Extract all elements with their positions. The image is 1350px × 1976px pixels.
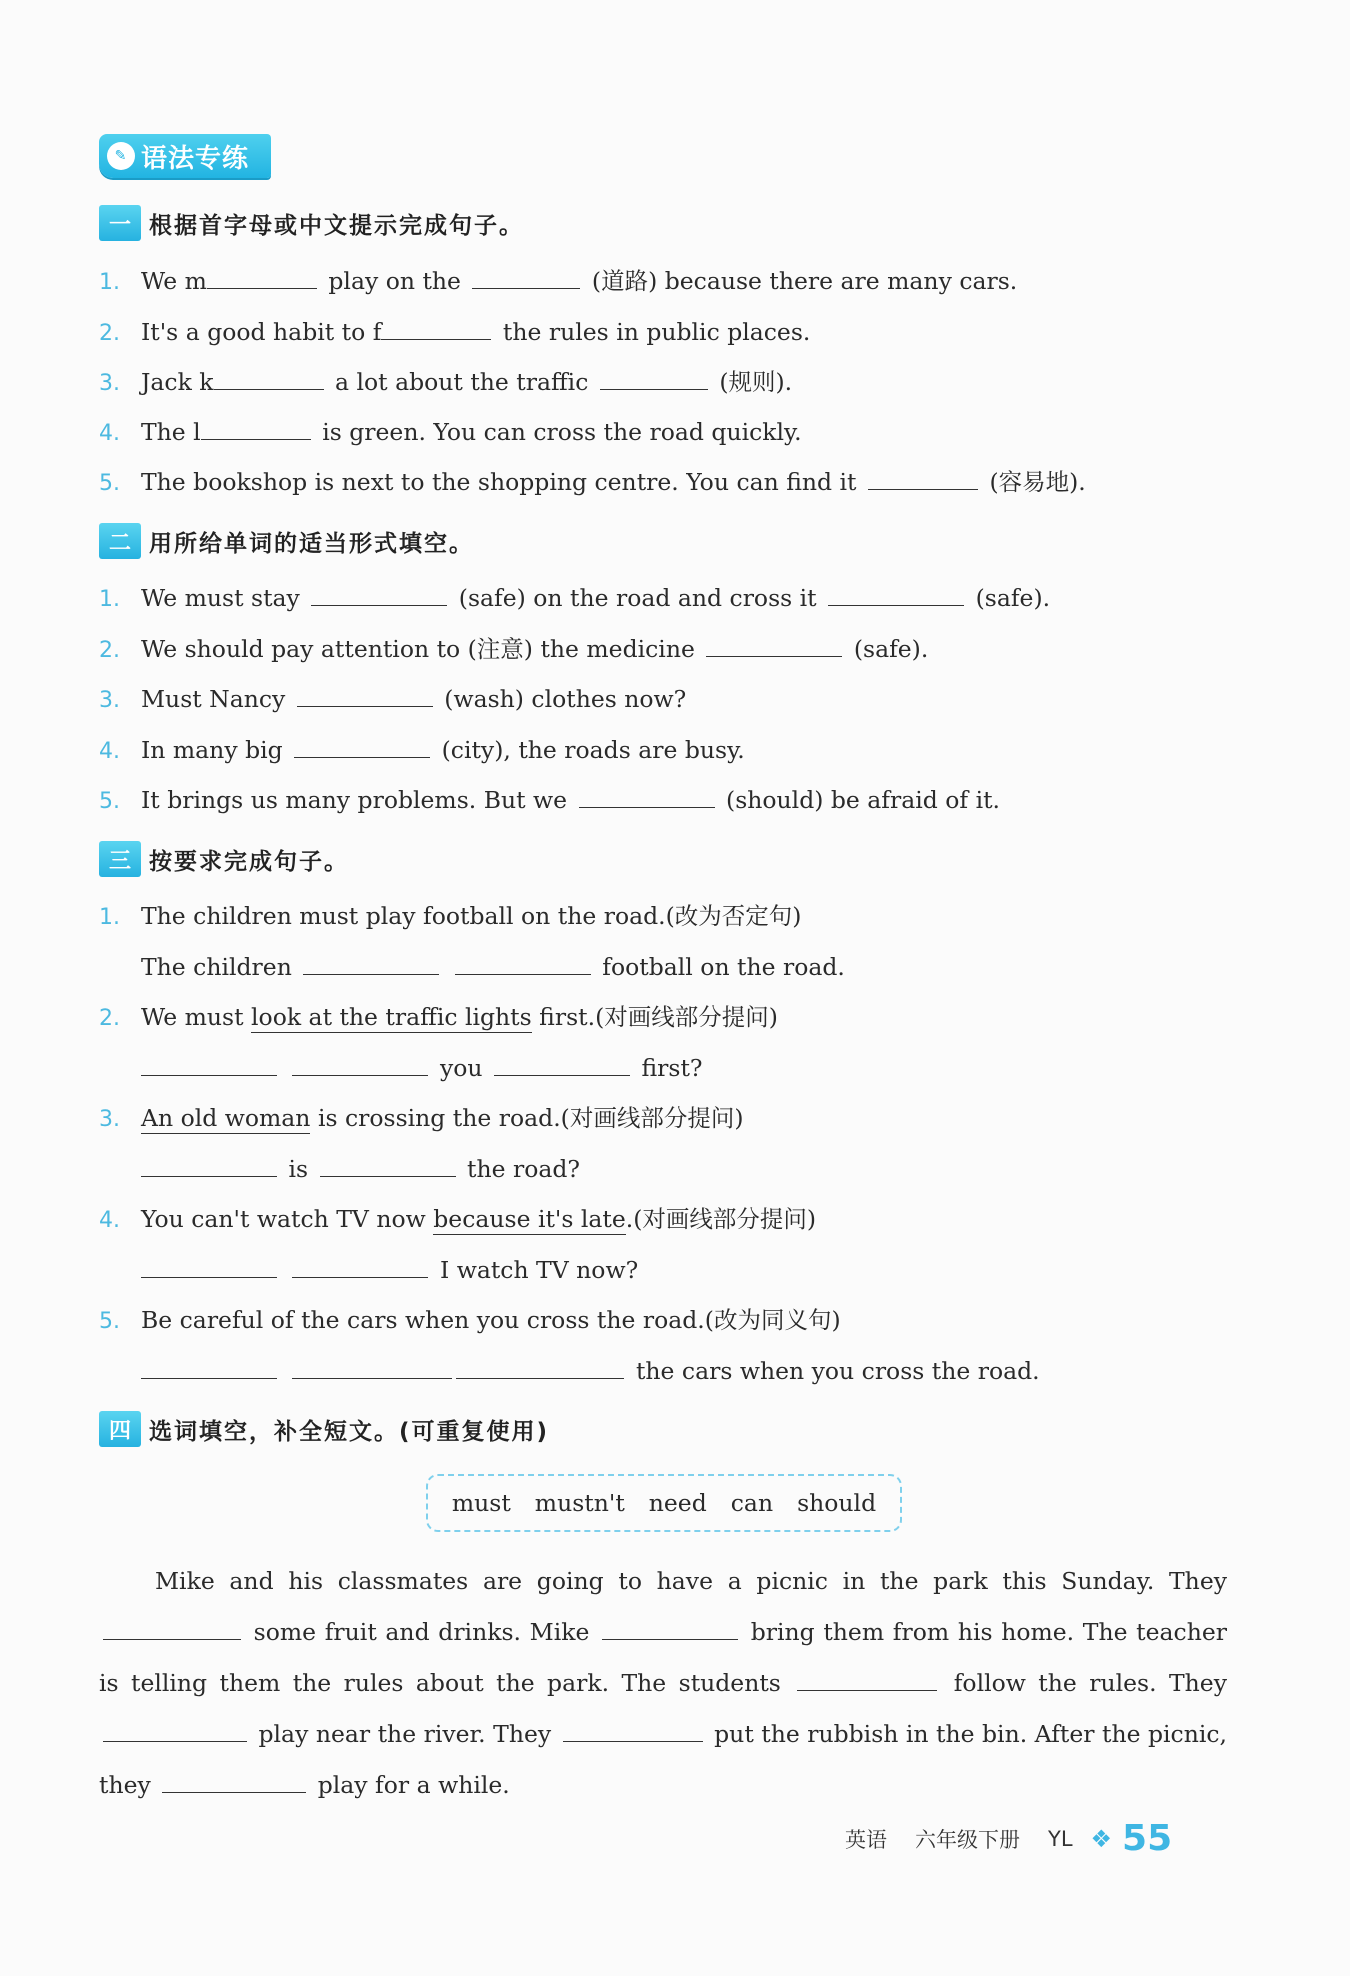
answer-blank[interactable] [292,1255,428,1278]
passage: Mike and his classmates are going to have a picnic in the park this Sunday. They some fruit and drinks. Mike bring them from his home. The teacher is telling them the rules about the park. The students follow the rules. They play near the river. They put the rubbish in the bin. After the picnic, they play for a while. [99,1567,1227,1799]
s1-item-3: 3. Jack k a lot about the traffic (规则). [99,368,793,396]
footer-grade: 六年级下册 [915,1827,1020,1852]
answer-blank[interactable] [381,317,491,340]
exercise-badge-icon: ✎ [107,142,135,170]
s1-item-2: 2. It's a good habit to f the rules in public places. [99,318,811,346]
footer-edition: YL [1048,1826,1073,1851]
section-3-header [99,840,349,878]
s3-item-2-answer: you first? [99,1053,1270,1083]
s1-item-1: 1. We m play on the (道路) because there are many cars. [99,267,1018,295]
answer-blank[interactable] [103,1719,247,1742]
answer-blank[interactable] [494,1053,630,1076]
section-1-header [99,204,524,242]
answer-blank[interactable] [141,1154,277,1177]
answer-blank[interactable] [103,1617,241,1640]
s3-item-1-answer: The children football on the road. [141,953,845,981]
s3-item-2-question: 2. We must look at the traffic lights first.(对画线部分提问) [99,1003,778,1031]
answer-blank[interactable] [303,952,439,975]
s2-item-5: 5. It brings us many problems. But we (should) be afraid of it. [99,786,1001,814]
word-bank-item: must [451,1489,511,1517]
s3-item-4-question: 4. You can't watch TV now because it's late.(对画线部分提问) [99,1205,817,1233]
answer-blank[interactable] [292,1356,452,1379]
answer-blank[interactable] [201,417,311,440]
answer-blank[interactable] [297,684,433,707]
s3-item-1-question: 1. The children must play football on the road.(改为否定句) [99,902,802,930]
s3-item-5-question: 5. Be careful of the cars when you cross the road.(改为同义句) [99,1306,841,1334]
answer-blank[interactable] [868,467,978,490]
answer-blank[interactable] [797,1668,937,1691]
answer-blank[interactable] [207,266,317,289]
section-4-title: 选词填空，补全短文。(可重复使用) [149,1418,550,1445]
diamond-icon: ❖ [1090,1824,1113,1853]
answer-blank[interactable] [214,367,324,390]
s2-item-3: 3. Must Nancy (wash) clothes now? [99,685,687,713]
s3-item-3-question: 3. An old woman is crossing the road.(对画线部分提问) [99,1104,744,1132]
answer-blank[interactable] [706,634,842,657]
section-2-title: 用所给单词的适当形式填空。 [149,530,474,557]
grammar-practice-banner [99,134,271,178]
s2-item-1: 1. We must stay (safe) on the road and cross it (safe). [99,584,1051,612]
answer-blank[interactable] [602,1617,738,1640]
answer-blank[interactable] [311,583,447,606]
answer-blank[interactable] [141,1356,277,1379]
s2-item-4: 4. In many big (city), the roads are busy. [99,736,745,764]
s3-item-5-answer: the cars when you cross the road. [99,1356,1270,1386]
answer-blank[interactable] [600,367,708,390]
answer-blank[interactable] [472,266,580,289]
s2-item-2: 2. We should pay attention to (注意) the medicine (safe). [99,635,929,663]
section-4-number: 四 [99,1411,141,1447]
underlined-phrase: An old woman [141,1104,311,1132]
word-bank-item: should [797,1489,877,1517]
answer-blank[interactable] [563,1719,703,1742]
answer-blank[interactable] [320,1154,456,1177]
section-2-header [99,522,474,560]
underlined-phrase: because it's late [433,1205,626,1233]
word-bank-item: need [648,1489,707,1517]
word-bank-item: can [730,1489,774,1517]
s1-item-4: 4. The l is green. You can cross the road quickly. [99,418,802,446]
banner-title: 语法专练 [141,143,250,174]
answer-blank[interactable] [292,1053,428,1076]
word-bank [426,1474,902,1532]
section-1-title: 根据首字母或中文提示完成句子。 [149,212,524,239]
answer-blank[interactable] [828,583,964,606]
answer-blank[interactable] [455,952,591,975]
word-bank-item: mustn't [534,1489,625,1517]
answer-blank[interactable] [294,735,430,758]
section-1-number: 一 [99,205,141,241]
page-footer [845,1818,1172,1859]
s3-item-3-answer: is the road? [99,1154,1270,1184]
section-3-number: 三 [99,841,141,877]
underlined-phrase: look at the traffic lights [251,1003,532,1031]
section-3-title: 按要求完成句子。 [149,848,349,875]
answer-blank[interactable] [579,785,715,808]
s3-item-4-answer: I watch TV now? [99,1255,1270,1285]
page-number: 55 [1122,1818,1173,1859]
section-2-number: 二 [99,523,141,559]
answer-blank[interactable] [162,1770,306,1793]
section-4-header [99,1410,549,1448]
s1-item-5: 5. The bookshop is next to the shopping centre. You can find it (容易地). [99,468,1086,496]
footer-subject: 英语 [845,1827,887,1852]
answer-blank[interactable] [141,1255,277,1278]
answer-blank[interactable] [141,1053,277,1076]
answer-blank[interactable] [456,1356,624,1379]
